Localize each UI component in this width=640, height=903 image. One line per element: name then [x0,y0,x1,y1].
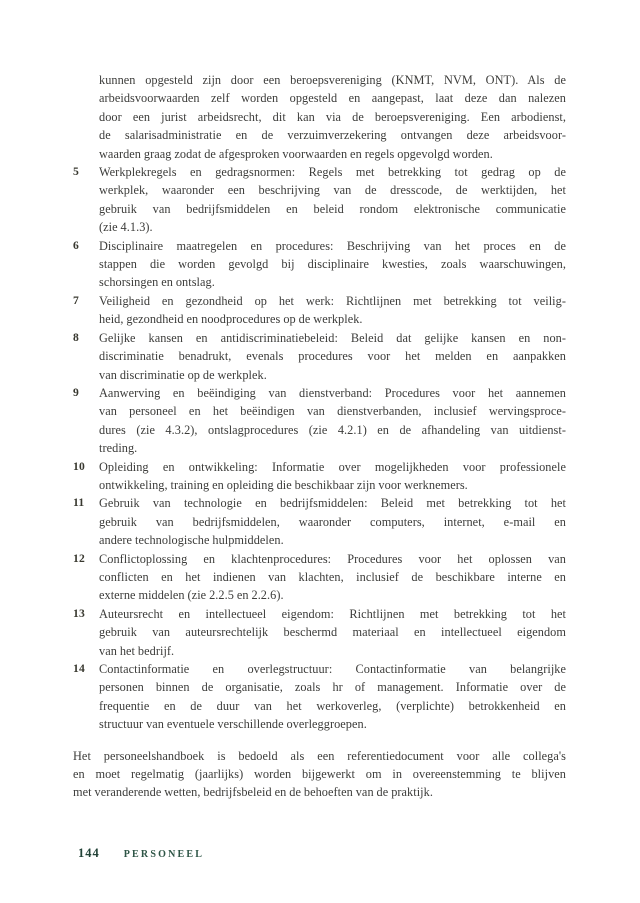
item-number: 6 [73,238,79,252]
text-line: de salarisadministratie en de verzuimverzekering ontvangen deze arbeidsvoor- [99,128,566,143]
text-line: treding. [99,441,138,456]
text-line: Veiligheid en gezondheid op het werk: Richtlijnen met betrekking tot veilig- [99,293,566,308]
section-label: PERSONEEL [123,849,205,860]
item-number: 10 [73,459,85,473]
text-line: ontwikkeling, training en opleiding die beschikbaar zijn voor werknemers. [99,477,468,492]
text-line: Gebruik van technologie en bedrijfsmiddelen: Beleid met betrekking tot het [99,496,566,511]
item-number: 12 [73,551,85,565]
text-line: door een jurist arbeidsrecht, dit kan via de beroepsvereniging. Een arbodienst, [99,109,566,124]
text-line: Het personeelshandboek is bedoeld als een referentiedocument voor alle collega's [73,748,566,763]
text-line: externe middelen (zie 2.2.5 en 2.2.6). [99,588,284,603]
list-item [73,660,566,734]
text-line: conflicten en het indienen van klachten, inclusief de beschikbare interne en [99,569,566,584]
text-line: Gelijke kansen en antidiscriminatiebeleid: Beleid dat gelijke kansen en non- [99,330,566,345]
text-line: Disciplinaire maatregelen en procedures: Beschrijving van het proces en de [99,238,566,253]
text-line: dures (zie 4.3.2), ontslagprocedures (zie 4.2.1) en de afhandeling van uitdienst- [99,422,566,437]
item-number: 13 [73,606,85,620]
text-line: met veranderende wetten, bedrijfsbeleid en de behoeften van de praktijk. [73,785,433,800]
item-number: 9 [73,385,79,399]
list-item [73,550,566,605]
text-line: Contactinformatie en overlegstructuur: Contactinformatie van belangrijke [99,662,566,676]
list-item [73,292,566,329]
text-line: schorsingen en ontslag. [99,275,215,290]
text-line: van discriminatie op de werkplek. [99,367,267,382]
text-line: (zie 4.1.3). [99,220,153,235]
intro-paragraph [99,71,566,163]
text-line: arbeidsvoorwaarden zelf worden opgesteld en aangepast, laat deze dan nalezen [99,91,566,106]
page-footer [78,846,204,861]
page-content [73,71,566,802]
text-line: werkplek, waaronder een beschrijving van de dresscode, de werktijden, het [99,183,566,198]
text-line: personen binnen de organisatie, zoals hr of management. Informatie over de [99,680,566,695]
text-line: kunnen opgesteld zijn door een beroepsvereniging (KNMT, NVM, ONT). Als de [99,73,566,87]
text-line: andere technologische hulpmiddelen. [99,533,284,548]
list-item [73,494,566,549]
text-line: gebruik van bedrijfsmiddelen en beleid rondom elektronische communicatie [99,201,566,216]
list-item [73,163,566,237]
list-item [73,384,566,458]
closing-paragraph [73,747,566,802]
page-number: 144 [78,846,100,860]
item-number: 8 [73,330,79,344]
list-item [73,237,566,292]
text-line: van personeel en het beëindigen van dienstverbanden, inclusief wervingsproce- [99,404,566,419]
handbook-topics-list [73,163,566,734]
list-item [73,329,566,384]
text-line: Conflictoplossing en klachtenprocedures: Procedures voor het oplossen van [99,551,566,566]
list-item [73,605,566,660]
text-line: discriminatie benadrukt, evenals procedures voor het melden en aanpakken [99,349,566,364]
text-line: stappen die worden gevolgd bij disciplinaire kwesties, zoals waarschuwingen, [99,257,566,272]
text-line: frequentie en de duur van het werkoverleg, (verplichte) betrokkenheid en [99,698,566,713]
item-number: 5 [73,165,79,179]
item-number: 11 [73,496,85,510]
item-number: 7 [73,293,79,307]
text-line: van het bedrijf. [99,643,175,658]
list-item [73,458,566,495]
item-number: 14 [73,662,85,675]
text-line: Aanwerving en beëindiging van dienstverband: Procedures voor het aannemen [99,385,566,400]
text-line: Werkplekregels en gedragsnormen: Regels met betrekking tot gedrag op de [99,165,566,180]
text-line: heid, gezondheid en noodprocedures op de werkplek. [99,312,363,327]
text-line: structuur van eventuele verschillende overleggroepen. [99,717,367,732]
text-line: Opleiding en ontwikkeling: Informatie over mogelijkheden voor professionele [99,459,566,474]
text-line: gebruik van auteursrechtelijk beschermd materiaal en intellectueel eigendom [99,625,566,640]
text-line: en moet regelmatig (jaarlijks) worden bijgewerkt om in overeenstemming te blijven [73,767,566,782]
text-line: Auteursrecht en intellectueel eigendom: Richtlijnen met betrekking tot het [99,606,566,621]
text-line: waarden graag zodat de afgesproken voorwaarden en regels opgevolgd worden. [99,146,493,161]
text-line: gebruik van bedrijfsmiddelen, waaronder computers, internet, e-mail en [99,514,566,529]
